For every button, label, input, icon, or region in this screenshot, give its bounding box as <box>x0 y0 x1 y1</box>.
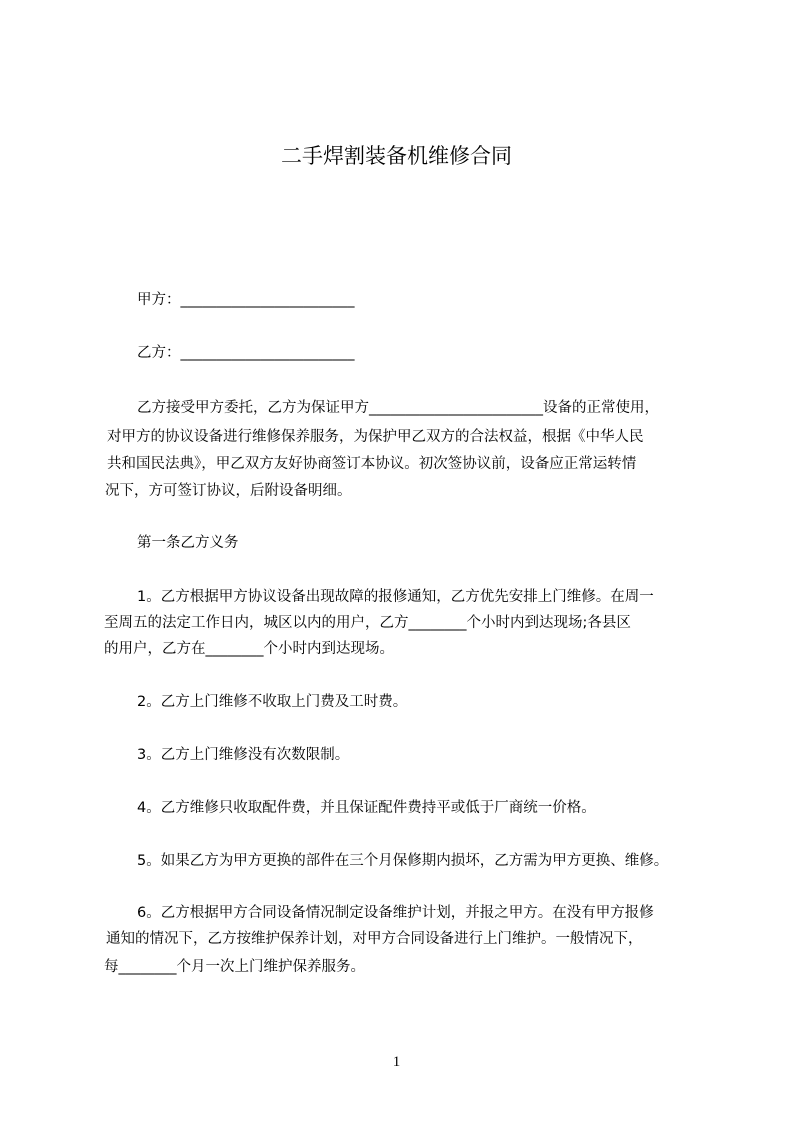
clause-1-line: 至周五的法定工作日内，城区以内的用户，乙方________个小时内到达现场;各县区 <box>104 615 631 631</box>
clause-6-line: 每________个月一次上门维护保养服务。 <box>104 959 365 975</box>
intro-line: 况下，方可签订协议，后附设备明细。 <box>105 483 352 499</box>
party-a-field: 甲方：________________________ <box>137 292 355 308</box>
intro-line: 乙方接受甲方委托，乙方为保证甲方________________________设备的正常使用， <box>137 400 659 416</box>
clause-5: 5。如果乙方为甲方更换的部件在三个月保修期内损坏，乙方需为甲方更换、维修。 <box>137 853 669 869</box>
clause-6-line: 通知的情况下，乙方按维护保养计划，对甲方合同设备进行上门维护。一般情况下， <box>106 931 643 947</box>
clause-6-line: 6。乙方根据甲方合同设备情况制定设备维护计划，并报之甲方。在没有甲方报修 <box>137 905 654 921</box>
party-b-field: 乙方：________________________ <box>137 345 355 361</box>
section-heading: 第一条乙方义务 <box>137 535 239 551</box>
clause-1-line: 1。乙方根据甲方协议设备出现故障的报修通知，乙方优先安排上门维修。在周一 <box>137 589 654 605</box>
document-title: 二手焊割装备机维修合同 <box>281 144 512 168</box>
clause-4: 4。乙方维修只收取配件费，并且保证配件费持平或低于厂商统一价格。 <box>137 800 596 816</box>
intro-line: 共和国民法典》，甲乙双方友好协商签订本协议。初次签协议前，设备应正常运转情 <box>107 456 637 472</box>
clause-1-line: 的用户，乙方在________个小时内到达现场。 <box>104 641 394 657</box>
clause-2: 2。乙方上门维修不收取上门费及工时费。 <box>137 694 408 710</box>
page-number: 1 <box>392 1054 401 1070</box>
intro-line: 对甲方的协议设备进行维修保养服务，为保护甲乙双方的合法权益，根据《中华人民 <box>107 429 644 445</box>
clause-3: 3。乙方上门维修没有次数限制。 <box>137 747 350 763</box>
